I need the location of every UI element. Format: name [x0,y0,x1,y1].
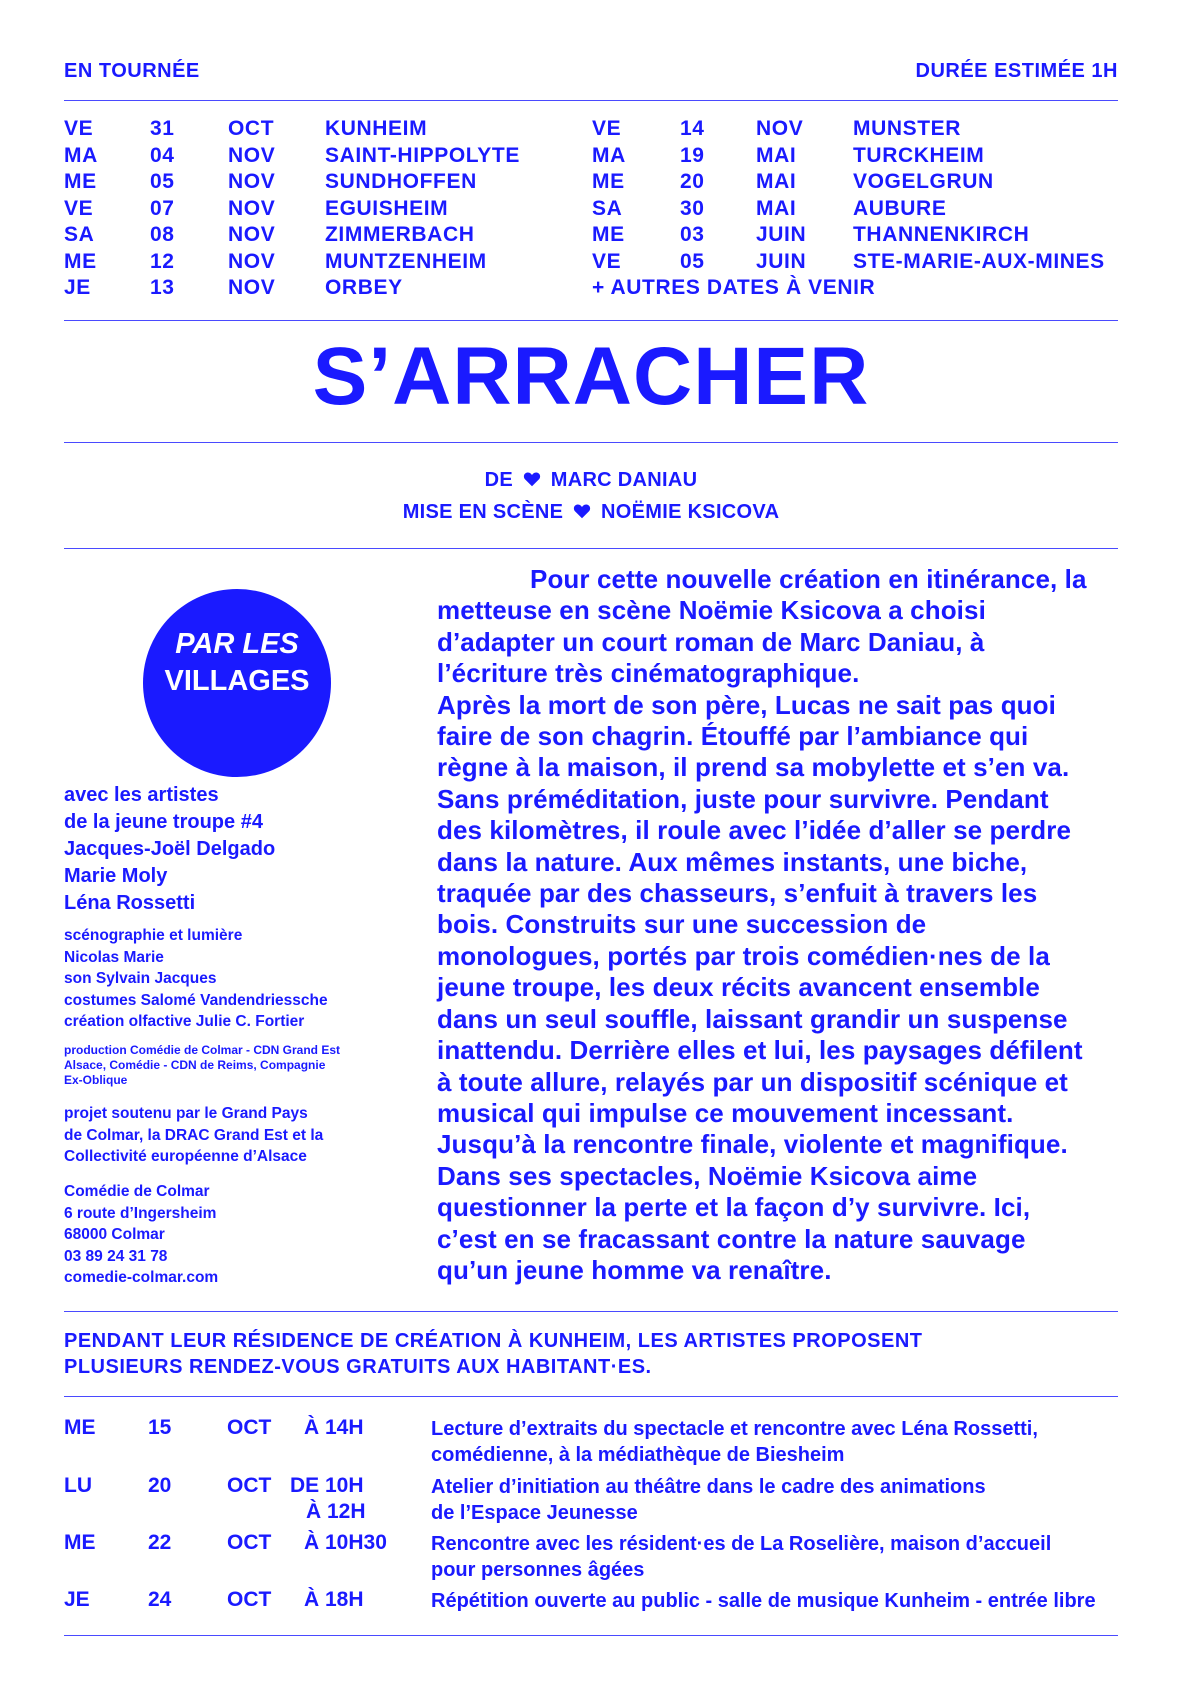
crew-list [64,925,328,1033]
description-line: Pour cette nouvelle création en itinérance, la [530,564,1087,594]
event-month: OCT [227,1588,272,1611]
place: KUNHEIM [325,117,428,140]
residence-line2: PLUSIEURS RENDEZ-VOUS GRATUITS AUX HABITANT·ES. [64,1356,652,1378]
place: EGUISHEIM [325,196,449,220]
place: SUNDHOFFEN [325,170,477,193]
month: JUIN [756,249,807,273]
month: NOV [228,143,276,167]
crew-line: création olfactive Julie C. Fortier [64,1013,305,1030]
divider [64,100,1118,101]
description-line: traquée par des chasseurs, s’enfuit à travers les [437,878,1038,909]
event-month: OCT [227,1416,272,1439]
day: VE [64,117,94,140]
tour-label: EN TOURNÉE [64,60,200,82]
cast-line: Jacques-Joël Delgado [64,838,276,860]
event-description: Rencontre avec les résident·es de La Roselière, maison d’accueil pour personnes âgées [431,1533,1052,1581]
month: NOV [228,276,276,299]
crew-line: scénographie et lumière [64,927,243,944]
place: THANNENKIRCH [853,223,1030,246]
description-line: musical qui impulse ce mouvement incessant. [437,1097,1014,1128]
badge-line2: VILLAGES [164,665,310,697]
month: NOV [228,196,276,220]
author-prefix: DE [484,469,514,491]
event-day: ME [64,1531,96,1554]
author-credit [0,469,1182,492]
place: SAINT-HIPPOLYTE [325,143,520,167]
day: ME [64,249,97,273]
place: STE-MARIE-AUX-MINES [853,249,1105,273]
director-name: NOËMIE KSICOVA [601,501,780,523]
event-month: OCT [227,1474,272,1497]
address-block [64,1181,218,1289]
date: 19 [680,143,705,167]
description-line: à toute allure, relayés par un dispositif scénique et [437,1066,1068,1097]
date: 31 [150,117,175,140]
month: MAI [756,170,797,193]
description-line: Jusqu’à la rencontre finale, violente et magnifique. [437,1129,1068,1160]
cast-line: avec les artistes [64,784,219,806]
description-line: Dans ses spectacles, Noëmie Ksicova aime [437,1160,978,1191]
show-title: S’ARRACHER [312,331,870,422]
event-description: Répétition ouverte au public - salle de musique Kunheim - entrée libre [431,1590,1096,1612]
address-line: 03 89 24 31 78 [64,1247,168,1265]
day: VE [592,249,622,273]
divider [64,1396,1118,1397]
event-date: 24 [148,1588,172,1611]
cast-line: de la jeune troupe #4 [64,811,263,833]
crew-line: costumes Salomé Vandendriessche [64,991,328,1009]
description-line: monologues, portés par trois comédien·nes de la [437,940,1050,971]
author-name: MARC DANIAU [550,469,698,491]
day: JE [64,276,91,299]
place: MUNSTER [853,117,962,140]
place: VOGELGRUN [853,170,994,193]
event-time: DE 10H [290,1474,364,1497]
event-description: Lecture d’extraits du spectacle et rencontre avec Léna Rossetti, comédienne, à la médiathèque de Biesheim [431,1418,1038,1466]
address-line: 6 route d’Ingersheim [64,1204,217,1222]
day: MA [592,143,626,167]
duration-label: DURÉE ESTIMÉE 1H [915,60,1118,82]
cast-list [64,782,275,917]
show-description [437,564,1127,1286]
month: MAI [756,143,797,167]
par-les-villages-badge [143,589,331,777]
event-month: OCT [227,1531,272,1554]
month: NOV [756,117,804,140]
support-line: de Colmar, la DRAC Grand Est et la [64,1126,324,1144]
heart-icon [573,501,591,524]
date: 05 [150,170,175,193]
date: 08 [150,223,175,246]
divider [64,548,1118,549]
description-line: inattendu. Derrière elles et lui, les paysages défilent [437,1035,1083,1066]
production-line: Alsace, Comédie - CDN de Reims, Compagnie [64,1058,326,1072]
address-line: Comédie de Colmar [64,1183,210,1200]
day: VE [64,196,94,220]
description-line: dans un seul souffle, laissant grandir un suspense [437,1003,1068,1034]
divider [64,442,1118,443]
support-line: Collectivité européenne d’Alsace [64,1148,307,1165]
description-line: dans la nature. Aux mêmes instants, une biche, [437,846,1028,877]
residence-announcement [64,1328,923,1380]
event-date: 20 [148,1474,172,1497]
divider [64,1311,1118,1312]
date: 12 [150,249,175,273]
date: 07 [150,196,175,220]
date: 30 [680,196,705,220]
date: 13 [150,276,175,299]
month: NOV [228,223,276,246]
divider [64,320,1118,321]
more-dates: + AUTRES DATES À VENIR [592,276,876,299]
crew-line: Nicolas Marie [64,948,164,966]
event-time: À 18H [304,1588,364,1611]
month: NOV [228,249,276,273]
description-line: Sans préméditation, juste pour survivre. Pendant [437,783,1049,814]
description-line: metteuse en scène Noëmie Ksicova a choisi [437,595,986,626]
description-line: d’adapter un court roman de Marc Daniau, à [437,626,985,657]
website-link[interactable]: comedie-colmar.com [64,1269,219,1286]
place: ORBEY [325,276,403,299]
support-credits [64,1103,323,1168]
event-description: Atelier d’initiation au théâtre dans le cadre des animations de l’Espace Jeunesse [431,1476,986,1524]
date: 03 [680,223,705,246]
description-line: jeune troupe, les deux récits avancent ensemble [437,972,1040,1003]
place: TURCKHEIM [853,143,985,167]
event-day: JE [64,1588,90,1611]
event-day: ME [64,1416,96,1439]
date: 20 [680,170,705,193]
description-line: des kilomètres, il roule avec l’idée d’aller se perdre [437,815,1072,846]
crew-line: son Sylvain Jacques [64,970,217,987]
address-line: 68000 Colmar [64,1226,165,1243]
event-time: À 10H30 [304,1531,387,1554]
production-credits [64,1043,364,1088]
description-line: bois. Construits sur une succession de [437,909,927,940]
day: VE [592,117,622,140]
event-time: À 14H [304,1416,364,1439]
month: JUIN [756,223,807,246]
director-credit [0,501,1182,524]
day: SA [64,223,95,246]
month: MAI [756,196,797,220]
place: MUNTZENHEIM [325,249,487,273]
event-date: 22 [148,1531,172,1554]
description-line: qu’un jeune homme va renaître. [437,1254,832,1285]
day: ME [64,170,97,193]
description-line: questionner la perte et la façon d’y survivre. Ici, [437,1192,1031,1223]
date: 04 [150,143,175,167]
event-day: LU [64,1474,92,1497]
day: MA [64,143,98,167]
description-line: c’est en se fracassant contre la nature sauvage [437,1223,1026,1254]
description-line: Après la mort de son père, Lucas ne sait pas quoi [437,689,1056,720]
production-line: production Comédie de Colmar - CDN Grand Est [64,1043,341,1057]
support-line: projet soutenu par le Grand Pays [64,1105,308,1122]
day: ME [592,223,625,246]
date: 14 [680,117,705,140]
heart-icon [523,469,541,492]
month: OCT [228,117,275,140]
place: ZIMMERBACH [325,223,475,246]
director-prefix: MISE EN SCÈNE [402,501,564,523]
divider [64,1635,1118,1636]
description-line: règne à la maison, il prend sa mobylette et s’en va. [437,752,1070,783]
production-line: Ex-Oblique [64,1073,128,1087]
cast-line: Marie Moly [64,865,168,887]
residence-line1: PENDANT LEUR RÉSIDENCE DE CRÉATION À KUNHEIM, LES ARTISTES PROPOSENT [64,1330,923,1352]
month: NOV [228,170,276,193]
day: ME [592,170,625,193]
event-time-end: À 12H [306,1500,366,1523]
place: AUBURE [853,196,947,220]
description-line: l’écriture très cinématographique. [437,658,860,689]
badge-line1: PAR LES [175,628,299,660]
event-date: 15 [148,1416,172,1439]
day: SA [592,196,623,220]
cast-line: Léna Rossetti [64,892,196,914]
date: 05 [680,249,705,273]
description-line: faire de son chagrin. Étouffé par l’ambiance qui [437,721,1029,752]
